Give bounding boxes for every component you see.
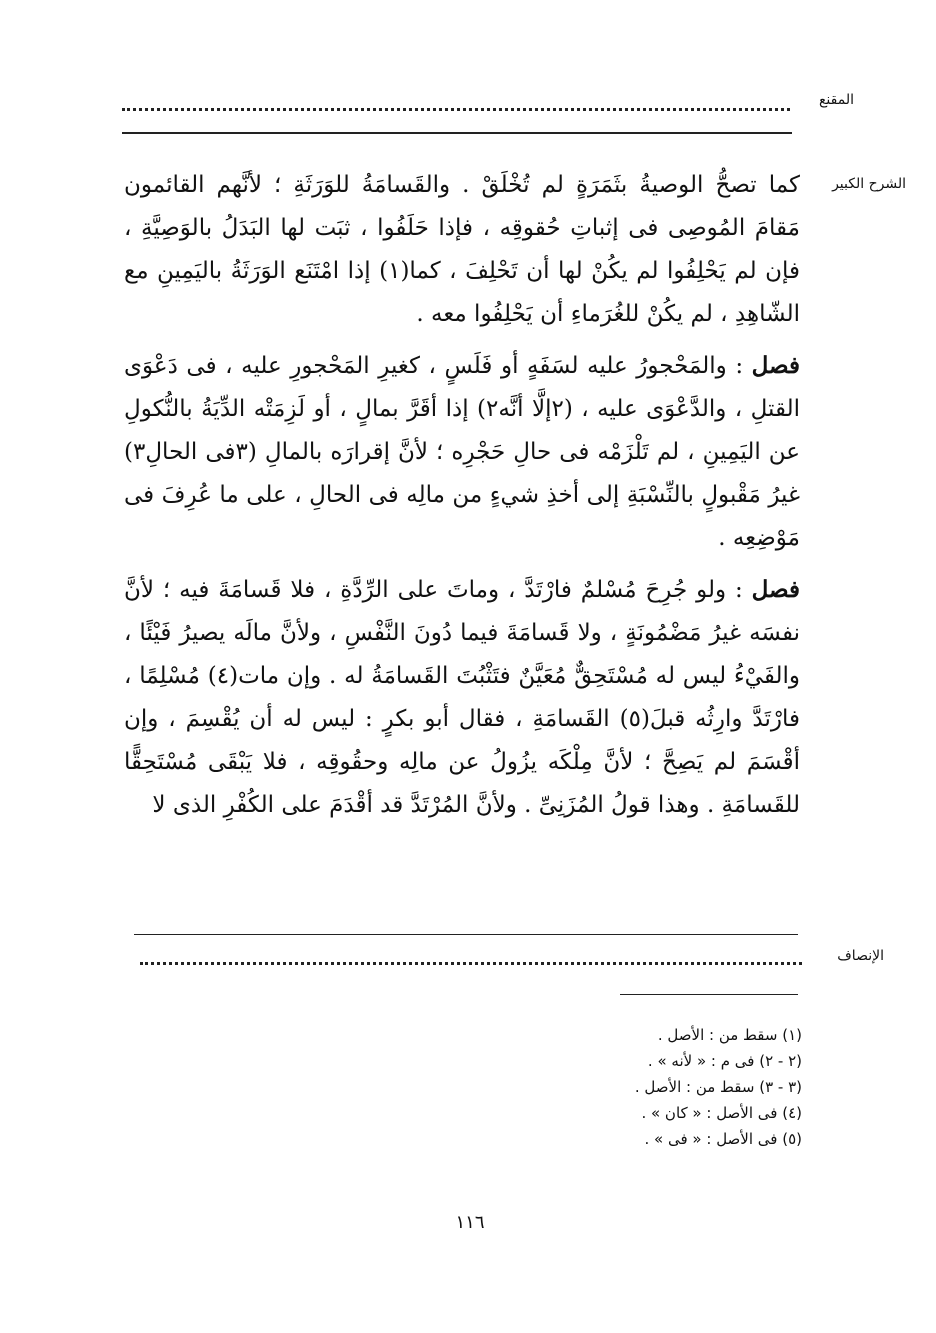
section-heading-fasl: فصل — [751, 352, 800, 379]
insaf-label: الإنصاف — [837, 948, 884, 964]
page-number: ١١٦ — [455, 1212, 485, 1233]
footnote-item: (٣ - ٣) سقط من : الأصل . — [634, 1078, 802, 1096]
insaf-dotted-line — [140, 962, 802, 965]
paragraph-1: كما تصحُّ الوصيةُ بثَمَرَةٍ لم تُخْلَقْ . والقَسامَةُ للوَرَثَةِ ؛ لأنَّهم القائمون مَقامَ المُوصِى فى إثباتِ حُقوقِه ، فإذا حَلَفُوا ، ثبَت لها البَدَلُ بالوَصِيَّةِ ، فإن لم يَحْلِفُوا لم يكُنْ لها أن تَحْلِفَ ، كما(١) إذا امْتَنَع الوَرَثَةُ باليَمِينِ مع الشّاهِدِ ، لم يكُنْ للغُرَماءِ أن يَحْلِفُوا معه . — [124, 172, 800, 327]
side-label-sharh: الشرح الكبير — [832, 176, 906, 192]
header-rule — [122, 132, 792, 134]
footnote-rule — [620, 994, 798, 995]
footnote-item: (٢ - ٢) فى م : « لأنه » . — [647, 1052, 802, 1070]
footnote-item: (١) سقط من : الأصل . — [657, 1026, 802, 1044]
header-dotted-line — [122, 108, 790, 111]
footnotes — [402, 1022, 802, 1152]
section-heading-fasl: فصل — [751, 576, 800, 603]
paragraph-2-text: : والمَحْجورُ عليه لسَفَهٍ أو فَلَسٍ ، كغيرِ المَحْجورِ عليه ، فى دَعْوَى القتلِ ، والدَّعْوَى عليه ، (٢إلَّا أنَّه٢) إذا أقَرَّ بمالٍ ، أو لَزِمَتْه الدِّيَةُ بالنُّكولِ عن اليَمِينِ ، لم تَلْزَمْه فى حالِ حَجْرِه ؛ لأنَّ إقرارَه بالمالِ (٣فى الحالِ٣) غيرُ مَقْبولٍ بالنِّسْبَةِ إلى أخذِ شيءٍ من مالِه فى الحالِ ، على ما عُرِفَ فى مَوْضِعِه . — [124, 353, 801, 551]
footnote-item: (٥) فى الأصل : « فى » . — [644, 1130, 802, 1148]
paragraph-2 — [124, 344, 800, 560]
footnote-item: (٤) فى الأصل : « كان » . — [641, 1104, 802, 1122]
paragraph-3 — [124, 568, 800, 827]
insaf-rule — [134, 934, 798, 935]
main-text — [124, 164, 800, 827]
paragraph-3-text: : ولو جُرِحَ مُسْلمٌ فارْتَدَّ ، وماتَ على الرِّدَّةِ ، فلا قَسامَةَ فيه ؛ لأنَّ نفسَه غيرُ مَضْمُونَةٍ ، ولا قَسامَةَ فيما دُونَ النَّفْسِ ، ولأنَّ مالَه يصيرُ فَيْئًا ، والفَيْءُ ليس له مُسْتَحِقٌّ مُعَيَّنٌ فتَثْبُتَ القَسامَةُ له . وإن مات(٤) مُسْلِمًا ، فارْتَدَّ وارِثُه قبلَ(٥) القَسامَةِ ، فقال أبو بكرٍ : ليس له أن يُقْسِمَ ، وإن أقْسَمَ لم يَصِحَّ ؛ لأنَّ مِلْكَه يزُولُ عن مالِه وحقُوقِه ، فلا يَبْقَى مُسْتَحِقًّا للقَسامَةِ . وهذا قولُ المُزَنِىِّ . ولأنَّ المُرْتَدَّ قد أقْدَمَ على الكُفْرِ الذى لا — [124, 577, 800, 818]
header-muqni-label: المقنع — [818, 92, 854, 108]
